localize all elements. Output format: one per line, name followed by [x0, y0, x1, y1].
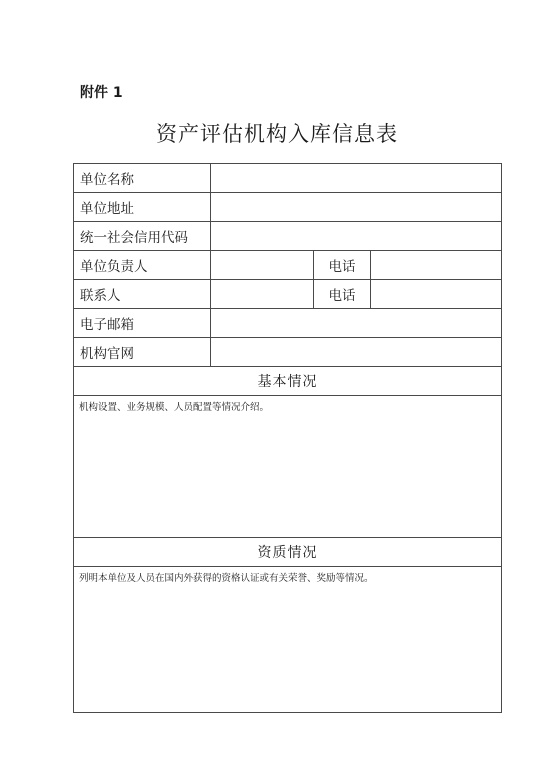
- unit-name-field[interactable]: [211, 164, 502, 193]
- person-in-charge-phone-field[interactable]: [371, 251, 502, 280]
- table-row: [74, 222, 502, 251]
- page-title: 资产评估机构入库信息表: [156, 122, 398, 146]
- table-row: [74, 251, 502, 280]
- contact-label: 联系人: [74, 280, 211, 309]
- table-row: [74, 567, 502, 713]
- basic-description-field[interactable]: 机构设置、业务规模、人员配置等情况介绍。: [74, 396, 502, 538]
- table-row: [74, 309, 502, 338]
- table-row: [74, 280, 502, 309]
- table-row: [74, 538, 502, 567]
- website-field[interactable]: [211, 338, 502, 367]
- phone-label: 电话: [314, 280, 371, 309]
- qualification-description-field[interactable]: 列明本单位及人员在国内外获得的资格认证或有关荣誉、奖励等情况。: [74, 567, 502, 713]
- website-label: 机构官网: [74, 338, 211, 367]
- table-row: [74, 338, 502, 367]
- attachment-label: 附件 1: [80, 85, 123, 101]
- email-label: 电子邮箱: [74, 309, 211, 338]
- unit-address-label: 单位地址: [74, 193, 211, 222]
- contact-phone-field[interactable]: [371, 280, 502, 309]
- email-field[interactable]: [211, 309, 502, 338]
- table-row: [74, 396, 502, 538]
- credit-code-field[interactable]: [211, 222, 502, 251]
- phone-label: 电话: [314, 251, 371, 280]
- person-in-charge-field[interactable]: [211, 251, 314, 280]
- table-row: [74, 367, 502, 396]
- qualification-section-heading: 资质情况: [74, 538, 502, 567]
- unit-name-label: 单位名称: [74, 164, 211, 193]
- person-in-charge-label: 单位负责人: [74, 251, 211, 280]
- info-form-table: [73, 163, 502, 713]
- unit-address-field[interactable]: [211, 193, 502, 222]
- credit-code-label: 统一社会信用代码: [74, 222, 211, 251]
- contact-field[interactable]: [211, 280, 314, 309]
- basic-section-heading: 基本情况: [74, 367, 502, 396]
- table-row: [74, 193, 502, 222]
- table-row: [74, 164, 502, 193]
